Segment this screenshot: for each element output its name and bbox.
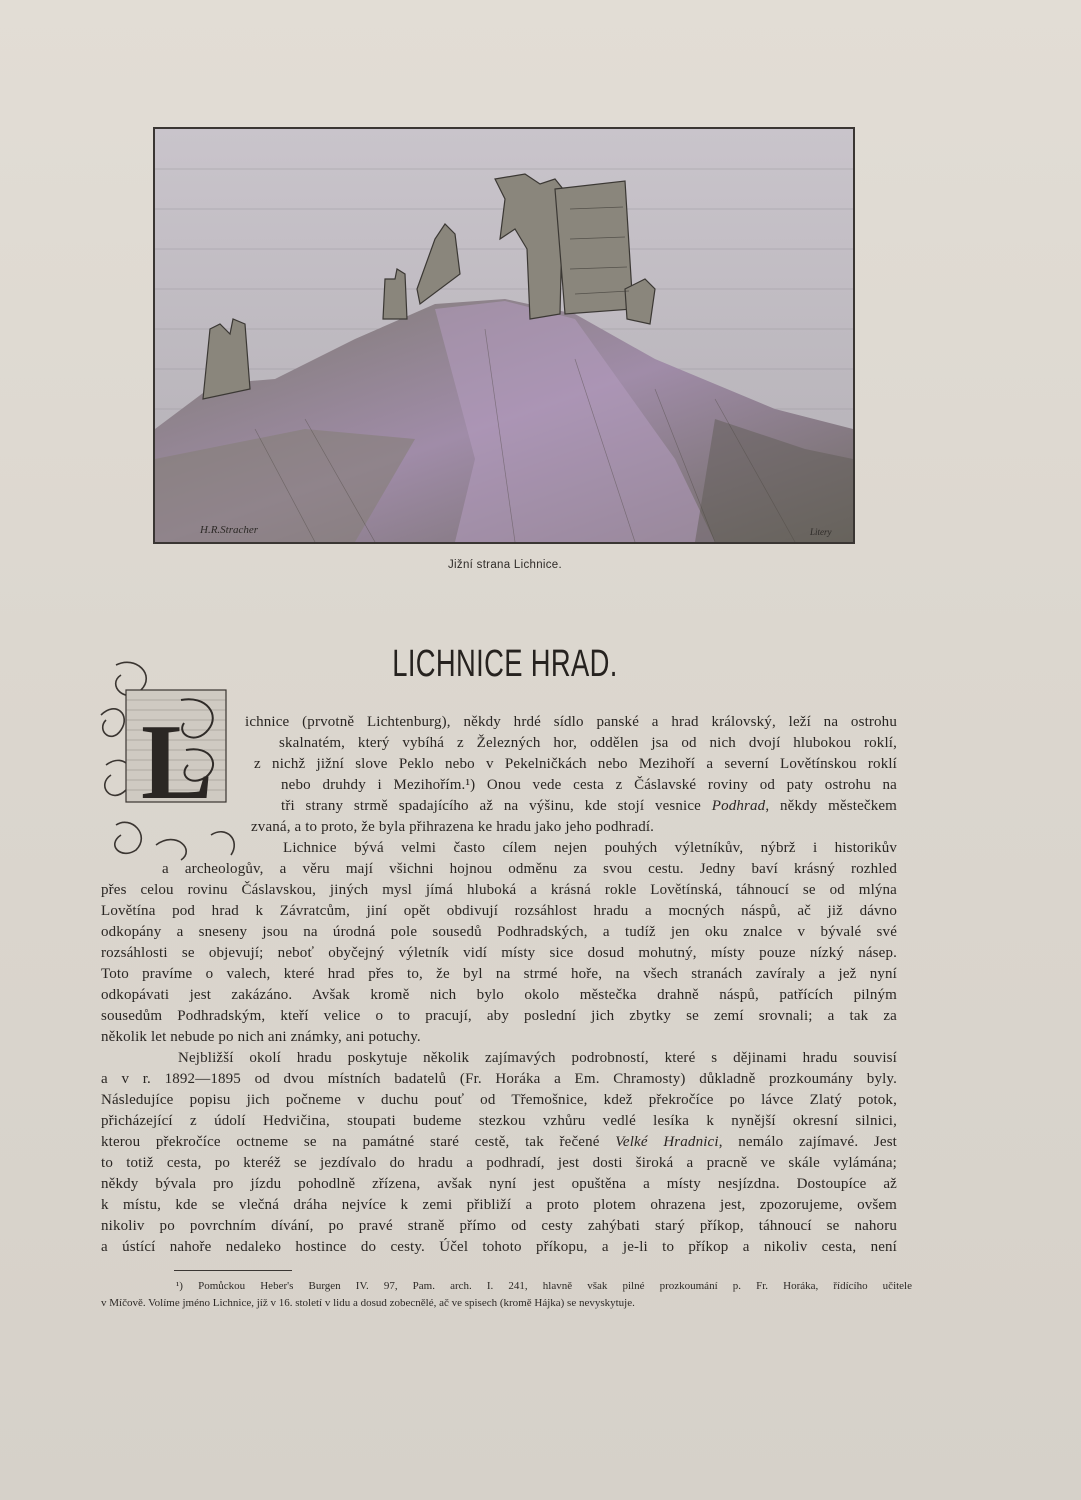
text-line: Následujíce popisu jich počneme v duchu pouť od Třemošnice, kdež překročíce po lávce Zlatý potok, (101, 1092, 897, 1108)
text-line: přes celou rovinu Čáslavskou, jiných mysl jímá hluboká a krásná rokle Lovětínská, táhnoucí se od mlýna (101, 882, 897, 898)
text-line: sousedům Podhradským, kteří velice o to pracují, aby poslední jich zbytky se zemí srovnali; a tak za (101, 1008, 897, 1024)
text-line: skalnatém, který vybíhá z Železných hor, oddělen jsa od nich dvojí hlubokou roklí, (279, 735, 897, 751)
text-line: Toto pravíme o valech, které hrad přes to, že byl na strmé hoře, na všech stranách zavíraly a jež nyní (101, 966, 897, 982)
footnote-line: v Míčově. Volíme jméno Lichnice, jíž v 16. století v lidu a dosud zobecnělé, ač ve spisech (kromě Hájka) se nevyskytuje. (101, 1297, 635, 1309)
castle-ruin-engraving (155, 129, 853, 542)
text-line: a ústící nahoře nedaleko hostince do cesty. Účel tohoto příkopu, a je-li to příkop a nikoliv cesta, není (101, 1239, 897, 1255)
text-line: ichnice (prvotně Lichtenburg), někdy hrdé sídlo panské a hrad královský, leží na ostrohu (245, 714, 897, 730)
article-title: LICHNICE HRAD. (392, 643, 618, 685)
text-line: a archeologův, a věru mají všichni hojnou odměnu za svou cestu. Jedny baví krásný rozhled (162, 861, 897, 877)
text-line: zvaná, a to proto, že byla přihrazena ke hradu jako jeho podhradí. (251, 819, 655, 835)
text-line: odkopány a sneseny jsou na úrodná pole sousedů Podhradských, a tudíž jen oku znalce v bývalé své (101, 924, 897, 940)
drop-cap-ornament (96, 655, 246, 865)
text-line: rozsáhlosti se objevují; neboť obyčejný výletník vidí místy sice dosud mohutný, místy pouze nízký násep. (101, 945, 897, 961)
text-line: kterou překročíce octneme se na památné staré cestě, tak řečené Velké Hradnici, nemálo zajímavé. Jest (101, 1134, 898, 1150)
text-line: odkopávati jest zakázáno. Avšak kromě nich bylo okolo městečka drahně náspů, patřících pilným (101, 987, 897, 1003)
text-line: a v r. 1892—1895 od dvou místních badatelů (Fr. Horáka a Em. Chramosty) důkladně prozkoumány byly. (101, 1071, 897, 1087)
text-line: někdy bývala pro jízdu pohodlně zřízena, avšak nyní jest opuštěna a místy nesjízdna. Dostoupíce až (101, 1176, 897, 1192)
figure-caption: Jižní strana Lichnice. (448, 559, 562, 571)
text-line: to totiž cesta, po kteréž se jezdívalo do hradu a podhradí, jest dosti široká a pracně ve skále vylámána; (101, 1155, 897, 1171)
footnote-rule (174, 1270, 292, 1271)
text-line: k místu, kde se vlečná dráha nejvíce k zemi přibliží a proto plotem ohrazena jest, zpozorujeme, ovšem (101, 1197, 897, 1213)
text-line: přicházející z údolí Hedvičina, stoupati budeme stezkou vzhůru vedlé lesíka k nynější okresní silnici, (101, 1113, 897, 1129)
text-line: Lichnice bývá velmi často cílem nejen pouhých výletníkův, nýbrž i historikův (283, 840, 897, 856)
ornamental-initial-icon (96, 655, 246, 865)
text-line: nebo druhdy i Mezihořím.¹) Onou vede cesta z Čáslavské roviny od paty ostrohu na (281, 777, 897, 793)
text-line: Lovětína pod hrad k Závratcům, jiní opět obdivují rozsáhlost hradu a mocných náspů, ač již dávno (101, 903, 897, 919)
castle-illustration (153, 127, 855, 544)
text-line: nikoliv po povrchním dívání, po pravé straně přímo od cesty zahýbati starý příkop, táhnoucí se nahoru (101, 1218, 897, 1234)
text-line: Nejbližší okolí hradu poskytuje několik zajímavých podrobností, které s dějinami hradu souvisí (178, 1050, 897, 1066)
svg-text:Litery: Litery (810, 527, 832, 537)
text-line: několik let nebude po nich ani známky, ani potuchy. (101, 1029, 421, 1045)
svg-text:H.R.Stracher: H.R.Stracher (200, 524, 259, 536)
footnote-line: ¹) Pomůckou Heber's Burgen IV. 97, Pam. arch. I. 241, hlavně však pilné prozkoumání p. Fr. Horáka, řídícího učitele (176, 1280, 912, 1292)
text-line: tři strany strmě spadajícího až na výšinu, kde stojí vesnice Podhrad, někdy městečkem (281, 798, 897, 814)
text-line: z nichž jižní slove Peklo nebo v Pekelničkách nebo Mezihoří a severní Lovětínskou roklí (254, 756, 897, 772)
drop-cap-letter: L (141, 703, 214, 822)
